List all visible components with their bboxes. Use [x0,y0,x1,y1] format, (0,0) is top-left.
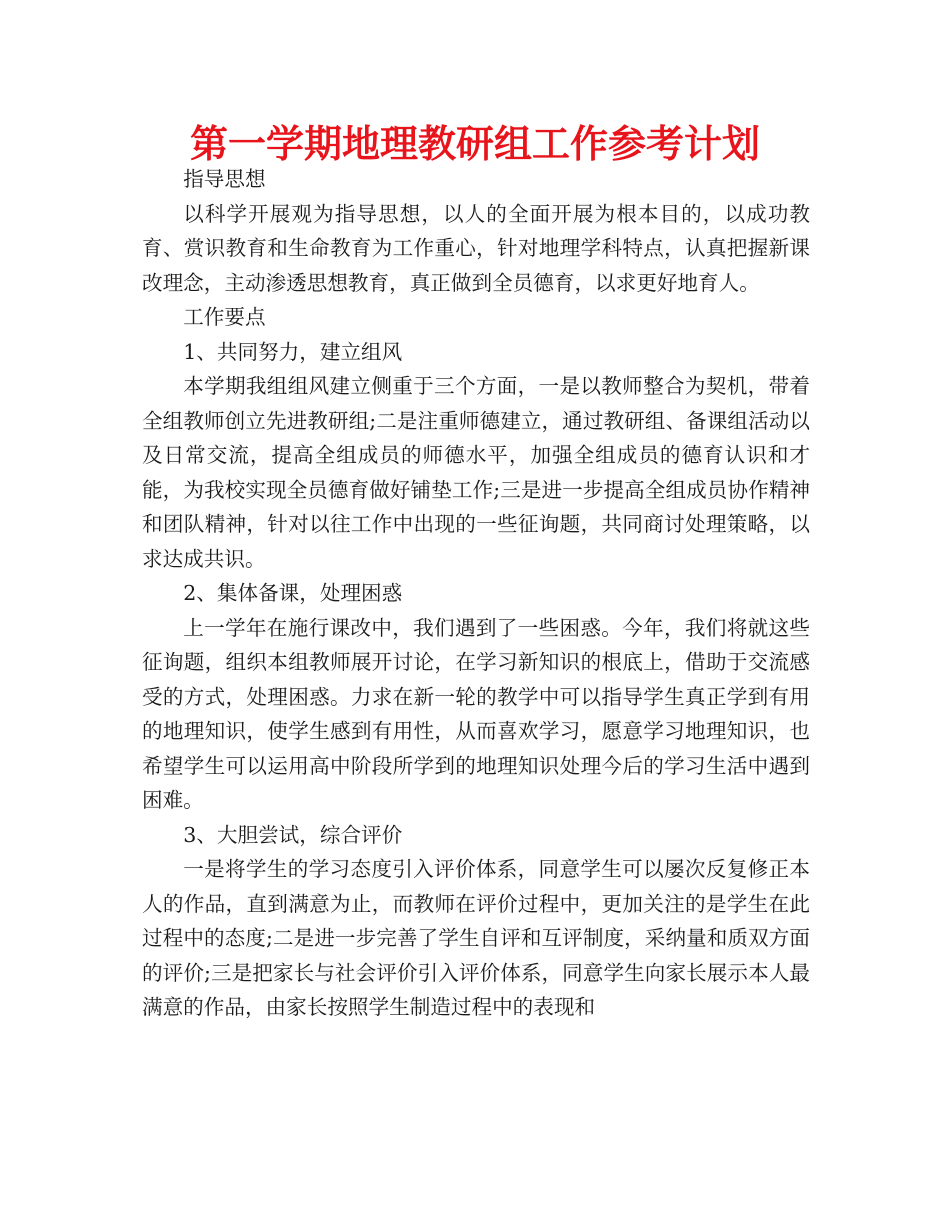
heading-point-2: 2、集体备课，处理困惑 [183,581,403,605]
document-title: 第一学期地理教研组工作参考计划 [189,122,760,166]
paragraph-point-2: 上一学年在施行课改中，我们遇到了一些困惑。今年，我们将就这些征询题，组织本组教师展开讨论，在学习新知识的根底上，借助于交流感受的方式，处理困惑。力求在新一轮的教学中可以指导学生真正学到有用的地理知识，使学生感到有用性，从而喜欢学习，愿意学习地理知识，也希望学生可以运用高中阶段所学到的地理知识处理今后的学习生活中遇到困难。 [142,615,810,812]
document-body [142,162,810,1025]
heading-guiding-thought: 指导思想 [183,167,266,191]
paragraph-guiding-thought: 以科学开展观为指导思想，以人的全面开展为根本目的，以成功教育、赏识教育和生命教育为工作重心，针对地理学科特点，认真把握新课改理念，主动渗透思想教育，真正做到全员德育，以求更好地育人。 [142,201,810,295]
paragraph-point-3: 一是将学生的学习态度引入评价体系，同意学生可以屡次反复修正本人的作品，直到满意为止，而教师在评价过程中，更加关注的是学生在此过程中的态度;二是进一步完善了学生自评和互评制度，采纳量和质双方面的评价;三是把家长与社会评价引入评价体系，同意学生向家长展示本人最满意的作品，由家长按照学生制造过程中的表现和 [142,857,810,1019]
heading-point-1: 1、共同努力，建立组风 [183,339,403,364]
paragraph-point-1: 本学期我组组风建立侧重于三个方面，一是以教师整合为契机，带着全组教师创立先进教研组;二是注重师德建立，通过教研组、备课组活动以及日常交流，提高全组成员的师德水平，加强全组成员的德育认识和才能，为我校实现全员德育做好铺垫工作;三是进一步提高全组成员协作精神和团队精神，针对以往工作中出现的一些征询题，共同商讨处理策略，以求达成共识。 [142,374,810,571]
heading-point-3: 3、大胆尝试，综合评价 [183,822,403,847]
heading-work-points: 工作要点 [183,305,266,329]
